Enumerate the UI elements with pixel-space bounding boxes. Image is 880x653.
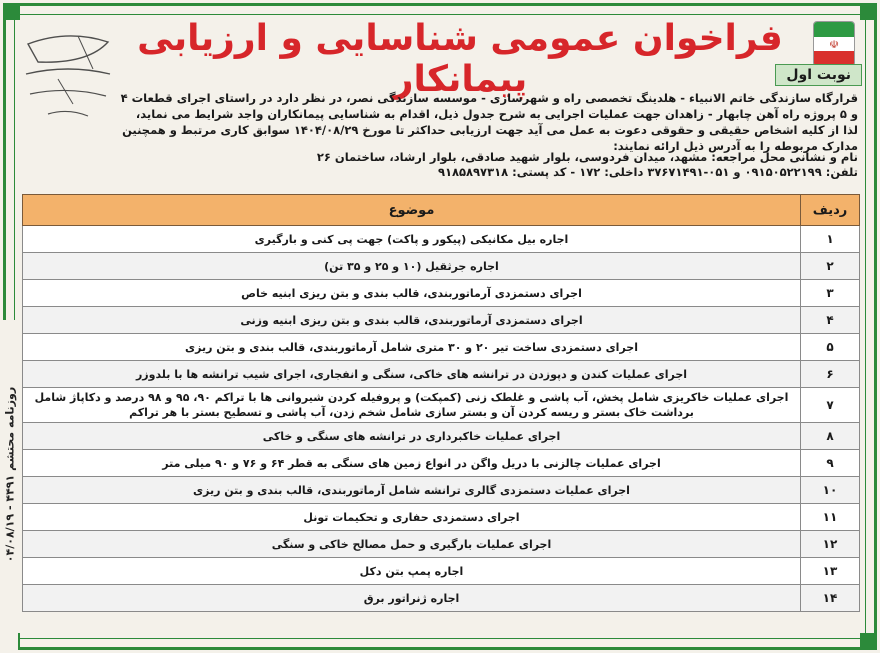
table-row — [23, 585, 860, 612]
row-subject: اجرای عملیات خاکریزی شامل پخش، آب پاشی و غلطک زنی (کمپکت) و پروفیله کردن شیروانی ها با تراکم ۹۰، ۹۵ و ۹۸ درصد و دکاپاژ شامل برداشت خاک بستر و ریسه کردن آن و بستر سازی شامل شخم زدن، آب پاشی و تسطیح بستر با هر تراکم — [23, 388, 801, 423]
column-header-num: ردیف — [801, 195, 860, 226]
table-row — [23, 280, 860, 307]
row-number: ۲ — [801, 253, 860, 280]
contact-block — [300, 150, 858, 180]
address-line — [300, 150, 858, 165]
phone-value: ۰۹۱۵۰۵۲۲۱۹۹ و ۰۵۱-۳۷۶۷۱۴۹۱ داخلی: ۱۷۲ - کد پستی: ۹۱۸۵۸۹۷۳۱۸ — [437, 165, 822, 179]
table-row — [23, 504, 860, 531]
row-subject: اجاره ژنراتور برق — [23, 585, 801, 612]
table-row — [23, 334, 860, 361]
row-number: ۱۴ — [801, 585, 860, 612]
corner-ornament — [860, 6, 874, 20]
row-number: ۱۳ — [801, 558, 860, 585]
phone-line — [300, 165, 858, 180]
newspaper-reference: روزنامه محتشم ۴۴۹۱ - ۰۴/۰۸/۱۹ — [3, 386, 17, 563]
organization-stamp-logo — [18, 24, 118, 134]
row-subject: اجرای عملیات خاکبرداری در ترانشه های سنگی و خاکی — [23, 423, 801, 450]
row-subject: اجرای دستمزدی ساخت تیر ۲۰ و ۳۰ متری شامل آرماتوربندی، قالب بندی و بتن ریزی — [23, 334, 801, 361]
table-row — [23, 423, 860, 450]
address-label: نام و نشانی محل مراجعه: — [711, 150, 858, 164]
table-row — [23, 558, 860, 585]
row-number: ۱ — [801, 226, 860, 253]
table-header-row — [23, 195, 860, 226]
row-subject: اجرای عملیات کندن و دپوزدن در ترانشه های خاکی، سنگی و انفجاری، اجرای شیب ترانشه ها با بلدوزر — [23, 361, 801, 388]
row-number: ۱۲ — [801, 531, 860, 558]
corner-ornament — [860, 633, 874, 647]
column-header-subject: موضوع — [23, 195, 801, 226]
table-row — [23, 388, 860, 423]
row-subject: اجرای عملیات چالزنی با دریل واگن در انواع زمین های سنگی به قطر ۶۴ و ۷۶ و ۹۰ میلی متر — [23, 450, 801, 477]
address-value: مشهد، میدان فردوسی، بلوار شهید صادقی، بلوار ارشاد، ساختمان ۲۶ — [316, 150, 708, 164]
row-number: ۱۱ — [801, 504, 860, 531]
round-badge: نوبت اول — [775, 64, 862, 86]
row-number: ۶ — [801, 361, 860, 388]
table-row — [23, 450, 860, 477]
row-subject: اجاره پمپ بتن دکل — [23, 558, 801, 585]
row-number: ۱۰ — [801, 477, 860, 504]
row-subject: اجرای دستمزدی حفاری و تحکیمات تونل — [23, 504, 801, 531]
page-title: فراخوان عمومی شناسایی و ارزیابی پیمانکار — [137, 18, 783, 100]
table-row — [23, 226, 860, 253]
row-subject: اجرای عملیات بارگیری و حمل مصالح خاکی و سنگی — [23, 531, 801, 558]
corner-ornament — [6, 6, 20, 20]
row-number: ۸ — [801, 423, 860, 450]
row-number: ۴ — [801, 307, 860, 334]
table-row — [23, 477, 860, 504]
intro-paragraph: قرارگاه سازندگی خاتم الانبیاء - هلدینگ تخصصی راه و شهرسازی - موسسه سازندگی نصر، در نظر دارد در راستای اجرای قطعات ۴ و ۵ پروژه راه آهن چابهار - زاهدان جهت عملیات اجرایی به شرح جدول ذیل، اقدام به شناسایی پیمانکاران واجد شرایط می نماید، لذا از کلیه اشخاص حقیقی و حقوقی دعوت به عمل می آید جهت ارزیابی حداکثر تا مورخ ۱۴۰۴/۰۸/۲۹ سوابق کاری مرتبط و همچنین مدارک مربوطه را به آدرس ذیل ارائه نمایند: — [120, 91, 858, 153]
row-number: ۳ — [801, 280, 860, 307]
row-number: ۷ — [801, 388, 860, 423]
iran-flag-emblem-icon: ☫ — [806, 16, 862, 72]
table-row — [23, 253, 860, 280]
table-row — [23, 307, 860, 334]
table-row — [23, 531, 860, 558]
works-table — [22, 194, 860, 612]
phone-label: تلفن: — [825, 165, 858, 179]
table-row — [23, 361, 860, 388]
row-subject: اجرای دستمزدی آرماتوربندی، قالب بندی و بتن ریزی ابنیه وزنی — [23, 307, 801, 334]
row-number: ۵ — [801, 334, 860, 361]
row-subject: اجاره بیل مکانیکی (پیکور و پاکت) جهت پی کنی و بارگیری — [23, 226, 801, 253]
row-subject: اجرای دستمزدی آرماتوربندی، قالب بندی و بتن ریزی ابنیه خاص — [23, 280, 801, 307]
row-number: ۹ — [801, 450, 860, 477]
row-subject: اجاره جرثقیل (۱۰ و ۲۵ و ۳۵ تن) — [23, 253, 801, 280]
row-subject: اجرای عملیات دستمزدی گالری ترانشه شامل آرماتوربندی، قالب بندی و بتن ریزی — [23, 477, 801, 504]
